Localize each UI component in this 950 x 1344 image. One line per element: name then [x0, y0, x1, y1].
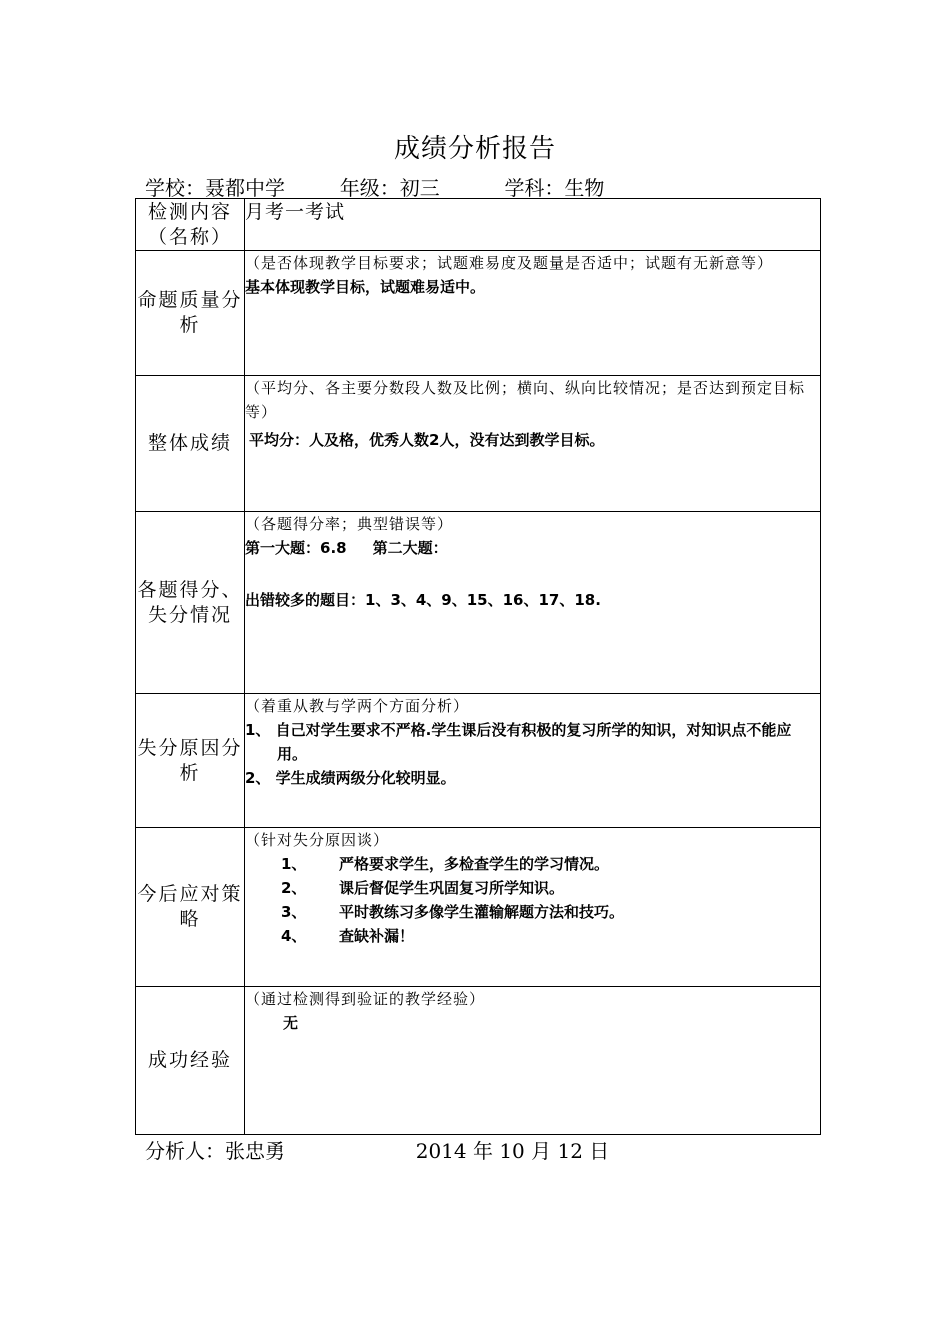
exam-name: 月考一考试 [245, 201, 346, 223]
label-overall: 整体成绩 [136, 376, 245, 512]
hint-strategy: （针对失分原因谈） [245, 831, 390, 849]
row-overall [136, 376, 821, 512]
row-success [136, 987, 821, 1135]
grade-field: 年级：初三 [339, 176, 440, 200]
cell-success [245, 987, 821, 1135]
subject-field: 学科：生物 [504, 176, 605, 200]
hint-success: （通过检测得到验证的教学经验） [245, 990, 486, 1008]
hint-per-question: （各题得分率；典型错误等） [245, 515, 454, 533]
row-content-name [136, 199, 821, 251]
text-per-question-2: 出错较多的题目：1、3、4、9、15、16、17、18. [245, 591, 601, 609]
loss-reason-item: 1、 自己对学生要求不严格.学生课后没有积极的复习所学的知识，对知识点不能应用。 [245, 721, 792, 763]
text-per-question-1: 第一大题：6.8 第二大题： [245, 539, 448, 557]
hint-question-quality: （是否体现教学目标要求；试题难易度及题量是否适中；试题有无新意等） [245, 254, 774, 272]
cell-per-question [245, 512, 821, 694]
label-content-name: 检测内容（名称） [136, 199, 245, 251]
label-loss-reason: 失分原因分析 [136, 694, 245, 828]
label-strategy: 今后应对策略 [136, 828, 245, 987]
cell-overall [245, 376, 821, 512]
strategy-item: 1、 严格要求学生，多检查学生的学习情况。 [281, 855, 610, 873]
hint-overall: （平均分、各主要分数段人数及比例；横向、纵向比较情况；是否达到预定目标等） [245, 379, 806, 421]
text-overall: 平均分：人及格，优秀人数2人，没有达到教学目标。 [249, 431, 605, 449]
hint-loss-reason: （着重从教与学两个方面分析） [245, 697, 470, 715]
cell-question-quality [245, 251, 821, 376]
row-question-quality [136, 251, 821, 376]
strategy-item: 3、 平时教练习多像学生灌输解题方法和技巧。 [281, 903, 625, 921]
label-per-question: 各题得分、失分情况 [136, 512, 245, 694]
cell-content-name [245, 199, 821, 251]
row-loss-reason [136, 694, 821, 828]
header-meta [145, 172, 604, 201]
strategy-item: 2、 课后督促学生巩固复习所学知识。 [281, 879, 565, 897]
report-table [135, 198, 821, 1135]
row-strategy [136, 828, 821, 987]
strategy-item: 4、 查缺补漏！ [281, 927, 415, 945]
date-field: 2014 年 10 月 12 日 [415, 1139, 610, 1163]
loss-reason-item: 2、 学生成绩两级分化较明显。 [245, 769, 456, 787]
text-question-quality: 基本体现教学目标，试题难易适中。 [245, 278, 486, 296]
footer [145, 1135, 609, 1164]
analyst-field: 分析人：张忠勇 [145, 1139, 285, 1163]
cell-loss-reason [245, 694, 821, 828]
text-success: 无 [283, 1014, 299, 1032]
label-success: 成功经验 [136, 987, 245, 1135]
school-field: 学校：聂都中学 [145, 176, 285, 200]
page-title: 成绩分析报告 [393, 134, 556, 164]
label-question-quality: 命题质量分析 [136, 251, 245, 376]
row-per-question [136, 512, 821, 694]
cell-strategy [245, 828, 821, 987]
